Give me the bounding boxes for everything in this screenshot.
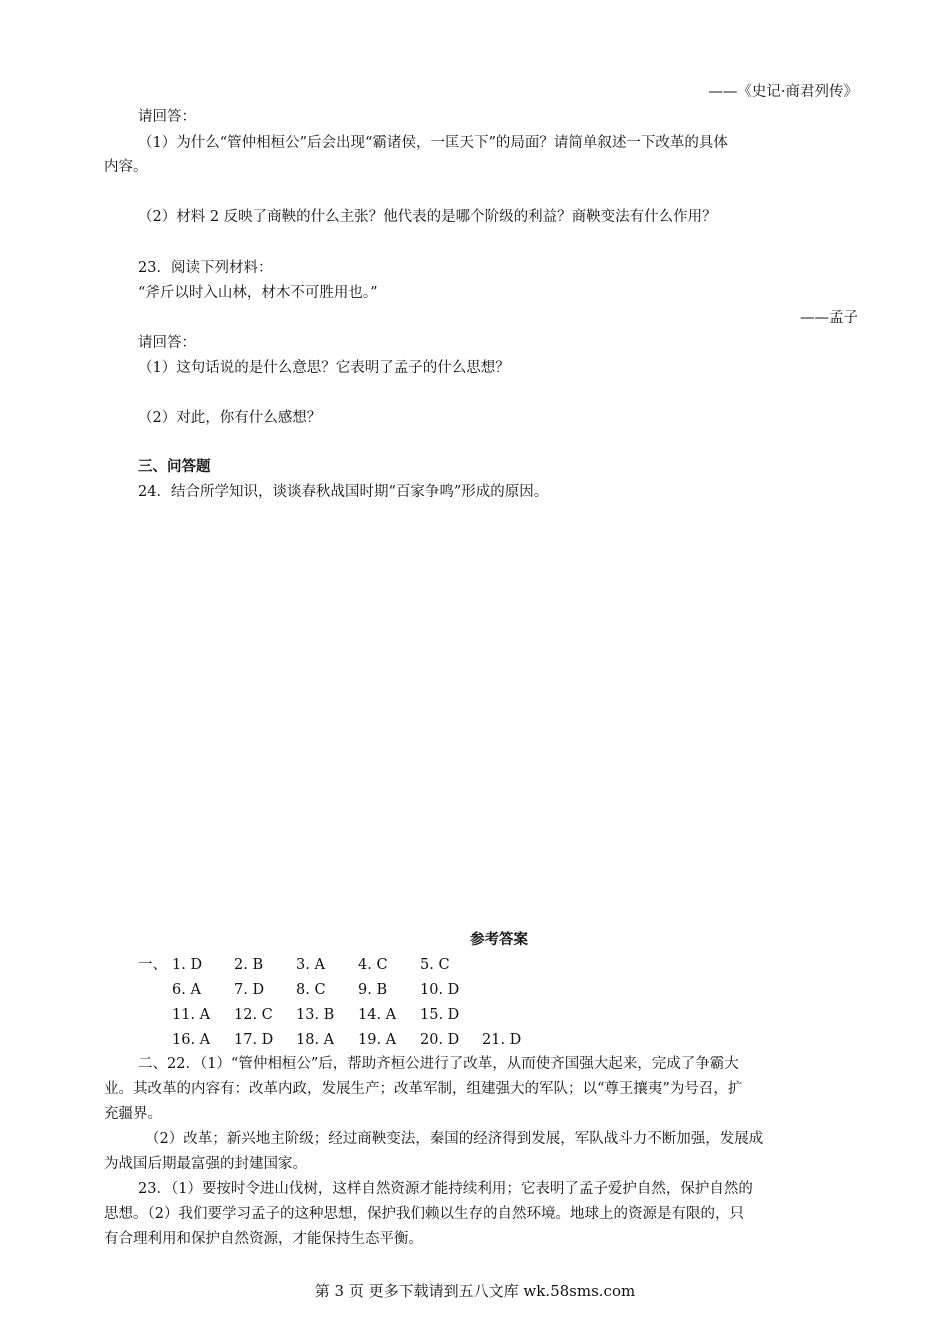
a23-line1: 23．（1）要按时令进山伐树，这样自然资源才能持续利用；它表明了孟子爱护自然，保护自然的 [138,1181,753,1197]
answers-title: 参考答案 [470,931,528,948]
answer-item: 4. C [358,957,388,973]
q22-prompt: 请回答： [138,109,196,125]
answer-row-1 [172,953,482,977]
a22-line4: （2）改革；新兴地主阶级；经过商鞅变法，秦国的经济得到发展，军队战斗力不断加强，发展成 [145,1131,764,1147]
answer-item: 3. A [296,957,325,973]
answer-item: 15. D [420,1007,460,1023]
a23-line3: 有合理利用和保护自然资源，才能保持生态平衡。 [104,1231,423,1247]
a22-line1: 二、22．（1）“管仲相桓公”后，帮助齐桓公进行了改革，从而使齐国强大起来，完成了争霸大 [138,1056,739,1072]
answer-item: 20. D [420,1032,460,1048]
answer-item: 14. A [358,1007,397,1023]
q23-title: 23．阅读下列材料： [138,260,273,276]
q24: 24．结合所学知识，谈谈春秋战国时期“百家争鸣”形成的原因。 [138,484,549,500]
q22-sub2: （2）材料 2 反映了商鞅的什么主张？他代表的是哪个阶级的利益？商鞅变法有什么作用？ [138,209,717,225]
material-source-1: ——《史记·商君列传》 [708,84,858,100]
q23-quote: “斧斤以时入山林，材木不可胜用也。” [138,285,378,301]
answer-item: 16. A [172,1032,211,1048]
answer-item: 7. D [234,982,265,998]
answer-row-2 [172,978,482,1002]
answer-item: 21. D [482,1032,522,1048]
q23-source: ——孟子 [800,310,858,326]
answer-item: 1. D [172,957,203,973]
answer-item: 8. C [296,982,326,998]
q23-sub2: （2）对此，你有什么感想？ [138,410,322,426]
q22-sub1-line1: （1）为什么“管仲相桓公”后会出现“霸诸侯，一匡天下”的局面？请简单叙述一下改革的具体 [138,135,728,151]
q23-sub1: （1）这句话说的是什么意思？它表明了孟子的什么思想？ [138,360,510,376]
a22-line2: 业。其改革的内容有：改革内政，发展生产；改革军制，组建强大的军队；以“尊王攘夷”为号召，扩 [104,1081,743,1097]
page-footer: 第 3 页 更多下载请到五八文库 wk.58sms.com [314,1282,636,1300]
answer-item: 12. C [234,1007,273,1023]
answer-item: 2. B [234,957,264,973]
a22-line3: 充疆界。 [104,1106,162,1122]
section-3-title: 三、问答题 [138,458,211,475]
answer-item: 9. B [358,982,388,998]
answer-row-3 [172,1003,482,1027]
answer-item: 5. C [420,957,450,973]
a22-line5: 为战国后期最富强的封建国家。 [104,1156,307,1172]
answer-item: 18. A [296,1032,335,1048]
answers-prefix: 一、 [138,957,167,973]
answer-item: 13. B [296,1007,335,1023]
answer-row-4 [172,1028,544,1052]
answer-item: 6. A [172,982,201,998]
answer-item: 19. A [358,1032,397,1048]
answer-item: 10. D [420,982,460,998]
answer-item: 17. D [234,1032,274,1048]
answer-item: 11. A [172,1007,211,1023]
q22-sub1-line2: 内容。 [104,159,148,175]
q23-prompt: 请回答： [138,335,196,351]
a23-line2: 思想。（2）我们要学习孟子的这种思想，保护我们赖以生存的自然环境。地球上的资源是有限的，只 [104,1206,744,1222]
